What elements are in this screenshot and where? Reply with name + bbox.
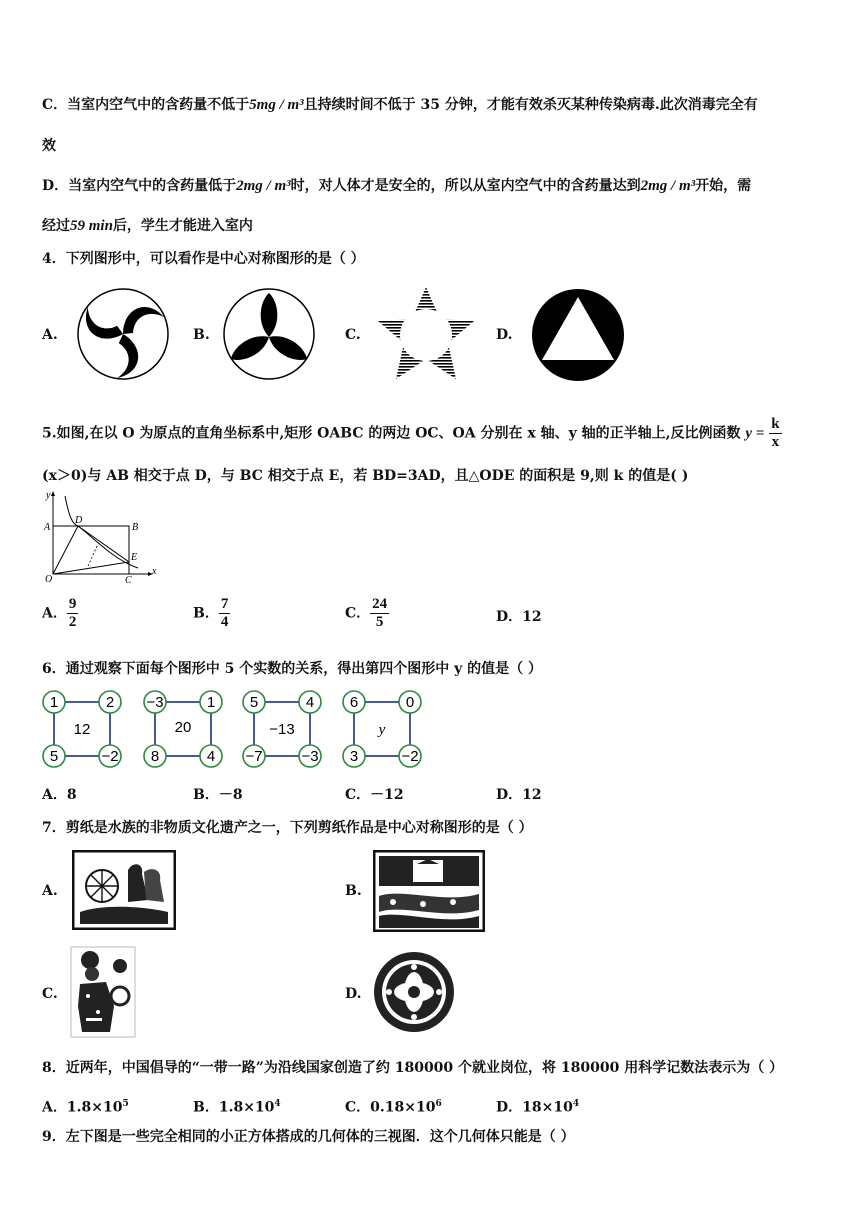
q5-option-d: D．12 xyxy=(496,609,542,625)
q6-option-d: D．12 xyxy=(496,787,542,803)
q7-label-d: D. xyxy=(345,986,362,1002)
svg-text:8: 8 xyxy=(150,748,160,765)
q8-option-c: C．$0.18\times 10^6$ xyxy=(345,1099,442,1116)
q5-option-c: C． $\frac{24}{5}$ xyxy=(345,596,388,630)
q6-figure-2 xyxy=(144,691,222,767)
q8-stem: 8．近两年，中国倡导的“一带一路”为沿线国家创造了约 180000 个就业岗位，将 180000 用科学记数法表示为（ ） xyxy=(42,1060,784,1076)
svg-text:0: 0 xyxy=(405,694,415,711)
q4-label-d: D. xyxy=(496,327,513,343)
svg-text:y: y xyxy=(378,722,386,738)
svg-text:6: 6 xyxy=(349,694,359,711)
svg-text:20: 20 xyxy=(174,719,192,736)
q3-option-c-line2: 效 xyxy=(42,138,56,154)
q7-stem: 7．剪纸是水族的非物质文化遗产之一，下列剪纸作品是中心对称图形的是（ ） xyxy=(42,820,533,836)
svg-text:1: 1 xyxy=(49,694,59,711)
q3-option-d-line1: D．当室内空气中的含药量低于2mg / m³时，对人体才是安全的，所以从室内空气中的含药量达到2mg / m³开始，需 xyxy=(42,178,752,194)
q6-option-b: B．－8 xyxy=(193,787,243,803)
q5-label-a: A xyxy=(44,522,51,533)
q4-label-a: A. xyxy=(42,327,58,343)
q5-label-d: D xyxy=(75,515,83,526)
svg-text:2: 2 xyxy=(105,694,115,711)
q5-stem-line1: 5.如图,在以 O 为原点的直角坐标系中,矩形 OABC 的两边 OC、OA 分别在 x 轴、y 轴的正半轴上,反比例函数 y = $\frac{k}{x}$ xyxy=(42,416,780,450)
q7-label-c: C. xyxy=(42,986,58,1002)
svg-text:1: 1 xyxy=(206,694,216,711)
q4-figure-c-star-flower xyxy=(376,285,476,381)
svg-text:3: 3 xyxy=(349,748,359,765)
q4-label-c: C. xyxy=(345,327,361,343)
svg-text:4: 4 xyxy=(206,748,216,765)
svg-text:−13: −13 xyxy=(269,721,295,738)
q3-option-d-line2: 经过59 min后，学生才能进入室内 xyxy=(42,218,253,234)
q6-figure-3 xyxy=(243,691,321,767)
q6-option-a: A．8 xyxy=(42,787,77,803)
q8-option-b: B．$1.8\times 10^4$ xyxy=(193,1099,281,1116)
q6-option-c: C．－12 xyxy=(345,787,404,803)
q5-option-a: A． $\frac{9}{2}$ xyxy=(42,596,77,630)
svg-text:−3: −3 xyxy=(301,748,319,765)
q7-label-a: A. xyxy=(42,883,58,899)
svg-text:−2: −2 xyxy=(101,748,119,765)
q7-paper-cut-d xyxy=(372,950,456,1034)
svg-text:−3: −3 xyxy=(146,694,164,711)
q7-paper-cut-a xyxy=(72,850,176,930)
q6-number-figures xyxy=(38,686,438,772)
q5-label-e: E xyxy=(131,552,138,563)
q8-option-d: D．$18\times 10^4$ xyxy=(496,1099,580,1116)
svg-text:5: 5 xyxy=(249,694,259,711)
q6-stem: 6．通过观察下面每个图形中 5 个实数的关系，得出第四个图形中 y 的值是（ ） xyxy=(42,661,542,677)
q5-label-y: y xyxy=(46,490,51,501)
q5-label-c: C xyxy=(125,575,132,584)
q8-option-a: A．$1.8\times 10^5$ xyxy=(42,1099,129,1116)
q6-figure-4 xyxy=(343,691,421,767)
q5-coordinate-figure xyxy=(38,488,158,584)
q4-figure-a-tomoe xyxy=(76,287,170,381)
svg-text:−2: −2 xyxy=(401,748,419,765)
svg-text:5: 5 xyxy=(49,748,59,765)
svg-text:−7: −7 xyxy=(245,748,263,765)
q5-stem-line2: (x＞0)与 AB 相交于点 D，与 BC 相交于点 E，若 BD=3AD，且△ODE 的面积是 9,则 k 的值是( ) xyxy=(42,468,689,484)
q7-paper-cut-c xyxy=(70,946,136,1038)
q4-label-b: B. xyxy=(193,327,210,343)
q5-label-x: x xyxy=(152,566,157,577)
q5-label-o: O xyxy=(45,574,53,584)
q6-figure-1 xyxy=(43,691,121,767)
q7-paper-cut-b xyxy=(373,850,485,932)
q5-label-b: B xyxy=(132,522,139,533)
q4-stem: 4．下列图形中，可以看作是中心对称图形的是（ ） xyxy=(42,251,365,267)
q4-figure-b-three-leaves xyxy=(222,287,316,381)
q4-figure-d-triangle-in-circle xyxy=(530,287,626,383)
q5-option-b: B． $\frac{7}{4}$ xyxy=(193,596,229,630)
q9-stem: 9．左下图是一些完全相同的小正方体搭成的几何体的三视图．这个几何体只能是（ ） xyxy=(42,1129,575,1145)
svg-text:4: 4 xyxy=(305,694,315,711)
q7-label-b: B. xyxy=(345,883,362,899)
svg-text:12: 12 xyxy=(73,721,91,738)
q5-function-fraction: $\frac{k}{x}$ xyxy=(771,416,780,450)
q3-option-c-line1: C．当室内空气中的含药量不低于5mg / m³且持续时间不低于 35 分钟，才能有效杀灭某种传染病毒.此次消毒完全有 xyxy=(42,97,758,113)
